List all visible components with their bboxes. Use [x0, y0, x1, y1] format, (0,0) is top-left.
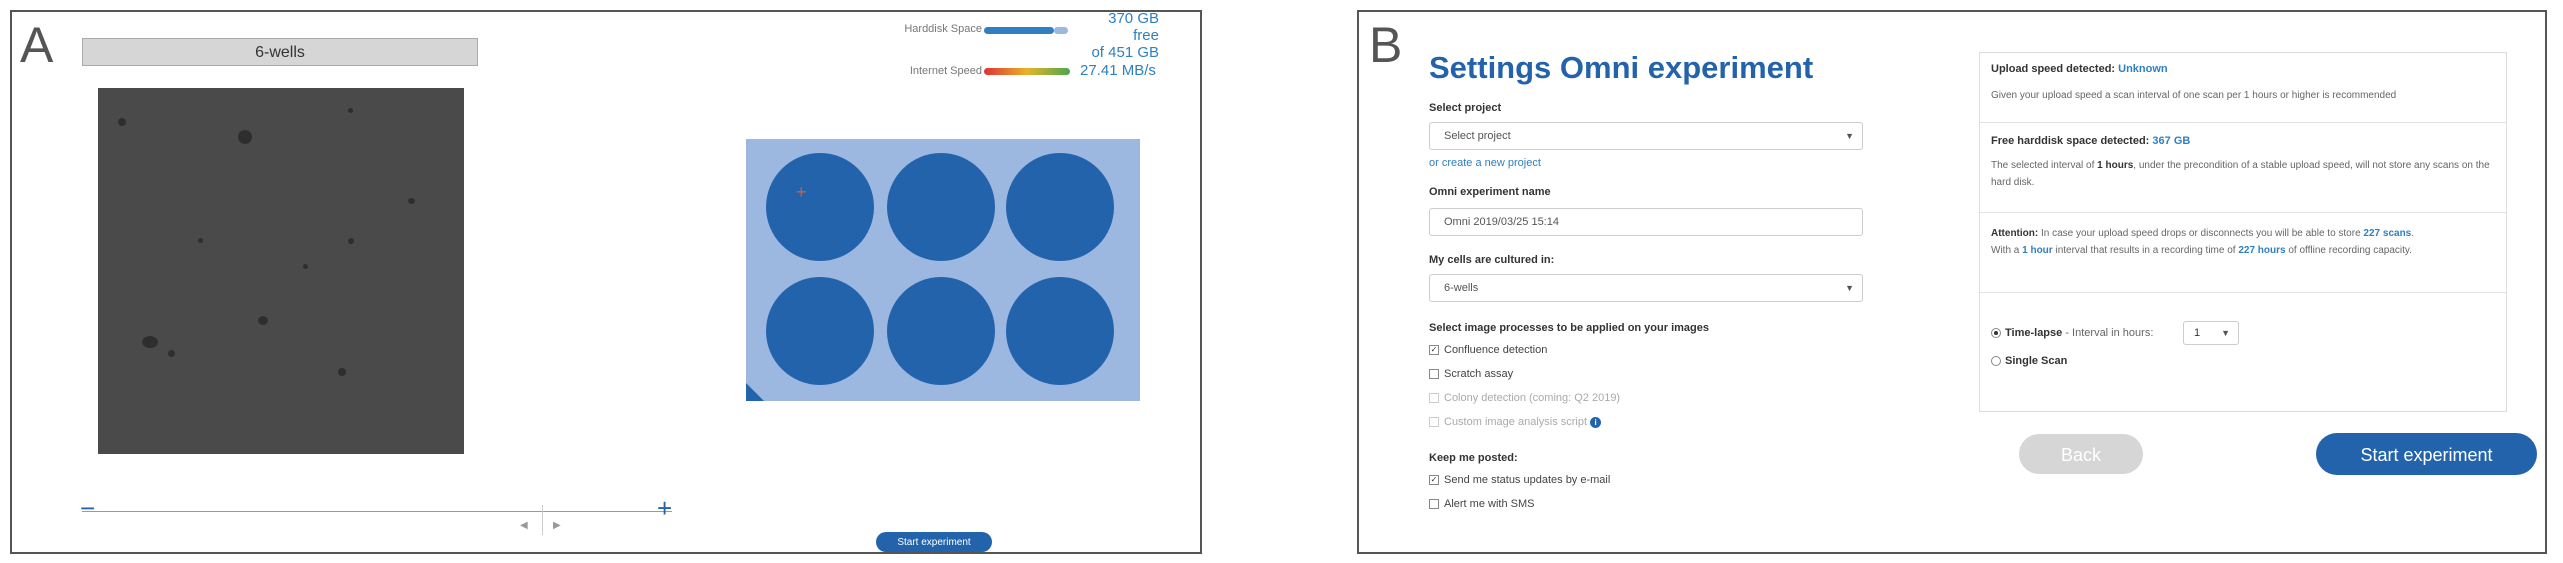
experiment-name-input[interactable]: Omni 2019/03/25 15:14 [1429, 208, 1863, 236]
zoom-out-icon[interactable]: − [80, 493, 96, 523]
disk-space-text: The selected interval of 1 hours, under the precondition of a stable upload speed, will not store any scans on the hard disk. [1991, 160, 2490, 188]
keep-posted-label: Keep me posted: [1429, 452, 1518, 464]
back-button[interactable]: Back [2019, 434, 2143, 474]
info-panel [1979, 52, 2507, 412]
zoom-slider-track[interactable] [82, 511, 672, 512]
slider-separator [542, 505, 543, 535]
well-b1[interactable] [766, 277, 874, 385]
checkbox-disabled [1429, 393, 1439, 403]
harddisk-bar [984, 27, 1054, 34]
next-arrow-icon[interactable]: ▶ [553, 520, 561, 531]
checkbox[interactable] [1429, 499, 1439, 509]
page-title: Settings Omni experiment [1429, 50, 1814, 85]
plate-corner-mark [746, 383, 764, 401]
email-updates-option[interactable] [1429, 474, 1610, 486]
option-label: Custom image analysis script [1444, 416, 1588, 428]
radio[interactable] [1991, 356, 2001, 366]
option-label: Scratch assay [1444, 368, 1514, 380]
colony-detection-option [1429, 392, 1620, 404]
custom-script-option [1429, 416, 1601, 428]
checkbox-checked[interactable]: ✓ [1430, 475, 1438, 484]
internet-speed-label: Internet Speed [909, 65, 982, 77]
chevron-down-icon: ▼ [1845, 283, 1854, 293]
info-icon[interactable]: i [1590, 417, 1601, 428]
prev-arrow-icon[interactable]: ◀ [520, 520, 528, 531]
cells-cultured-value: 6-wells [1444, 282, 1479, 294]
disk-space-row [1980, 123, 2506, 213]
chevron-down-icon: ▼ [1845, 131, 1854, 141]
start-experiment-button[interactable]: Start experiment [876, 532, 992, 552]
upload-speed-text: Given your upload speed a scan interval of one scan per 1 hours or higher is recommended [1991, 90, 2397, 101]
well-a3[interactable] [1006, 153, 1114, 261]
create-project-link[interactable]: or create a new project [1429, 157, 1541, 169]
checkbox-disabled [1429, 417, 1439, 427]
sms-alert-option[interactable] [1429, 498, 1534, 510]
well-b2[interactable] [887, 277, 995, 385]
confluence-detection-option[interactable] [1429, 344, 1547, 356]
experiment-name-label: Omni experiment name [1429, 186, 1551, 198]
cells-cultured-dropdown[interactable] [1429, 274, 1863, 302]
panel-b [1357, 10, 2547, 554]
single-scan-option[interactable]: Single Scan [1991, 355, 2067, 367]
cells-cultured-label: My cells are cultured in: [1429, 254, 1555, 266]
panel-label-a: A [20, 17, 54, 73]
panel-a [10, 10, 1202, 554]
harddisk-bar-remaining [1054, 27, 1068, 34]
upload-speed-value: Unknown [2118, 63, 2168, 75]
option-label: Confluence detection [1444, 344, 1548, 356]
interval-dropdown[interactable]: 1 ▼ [2183, 321, 2239, 345]
select-project-label: Select project [1429, 102, 1502, 114]
well-plate [746, 139, 1140, 401]
zoom-in-icon[interactable]: + [657, 493, 673, 523]
panel-label-b: B [1369, 17, 1403, 73]
internet-speed-value: 27.41 MB/s [1080, 62, 1156, 79]
checkbox[interactable] [1429, 369, 1439, 379]
upload-speed-heading: Upload speed detected: Unknown [1991, 63, 2168, 75]
disk-space-value: 367 GB [2152, 135, 2191, 147]
chevron-down-icon: ▼ [2221, 328, 2230, 338]
well-b3[interactable] [1006, 277, 1114, 385]
crosshair-icon: + [796, 182, 807, 202]
harddisk-total: of 451 GB [1091, 44, 1159, 61]
select-project-dropdown[interactable] [1429, 122, 1863, 150]
well-a1[interactable] [766, 153, 874, 261]
radio-selected[interactable] [1991, 328, 2001, 338]
disk-space-heading: Free harddisk space detected: 367 GB [1991, 135, 2191, 147]
wells-title-bar: 6-wells [82, 38, 478, 66]
option-label: Colony detection (coming: Q2 2019) [1444, 392, 1621, 404]
microscope-image [98, 88, 464, 454]
harddisk-label: Harddisk Space [904, 23, 982, 35]
upload-speed-row [1980, 53, 2506, 123]
start-experiment-button[interactable]: Start experiment [2316, 433, 2537, 475]
scratch-assay-option[interactable] [1429, 368, 1513, 380]
internet-speed-bar [984, 68, 1070, 75]
attention-text: Attention: In case your upload speed drops or disconnects you will be able to store 227 scans. With a 1 hour interval that results in a recording time of 227 hours of offline recording capacity. [1991, 228, 2415, 256]
well-a2[interactable] [887, 153, 995, 261]
option-label: Alert me with SMS [1444, 498, 1535, 510]
timelapse-option[interactable]: Time-lapse - Interval in hours: 1 ▼ [1991, 327, 2153, 339]
attention-row [1980, 213, 2506, 293]
option-label: Send me status updates by e-mail [1444, 474, 1611, 486]
scan-mode-row [1980, 293, 2506, 413]
select-project-value: Select project [1444, 130, 1511, 142]
harddisk-free: 370 GB free [1108, 10, 1159, 44]
checkbox-checked[interactable]: ✓ [1430, 345, 1438, 354]
harddisk-value [1084, 10, 1159, 61]
image-processes-label: Select image processes to be applied on your images [1429, 322, 1709, 334]
